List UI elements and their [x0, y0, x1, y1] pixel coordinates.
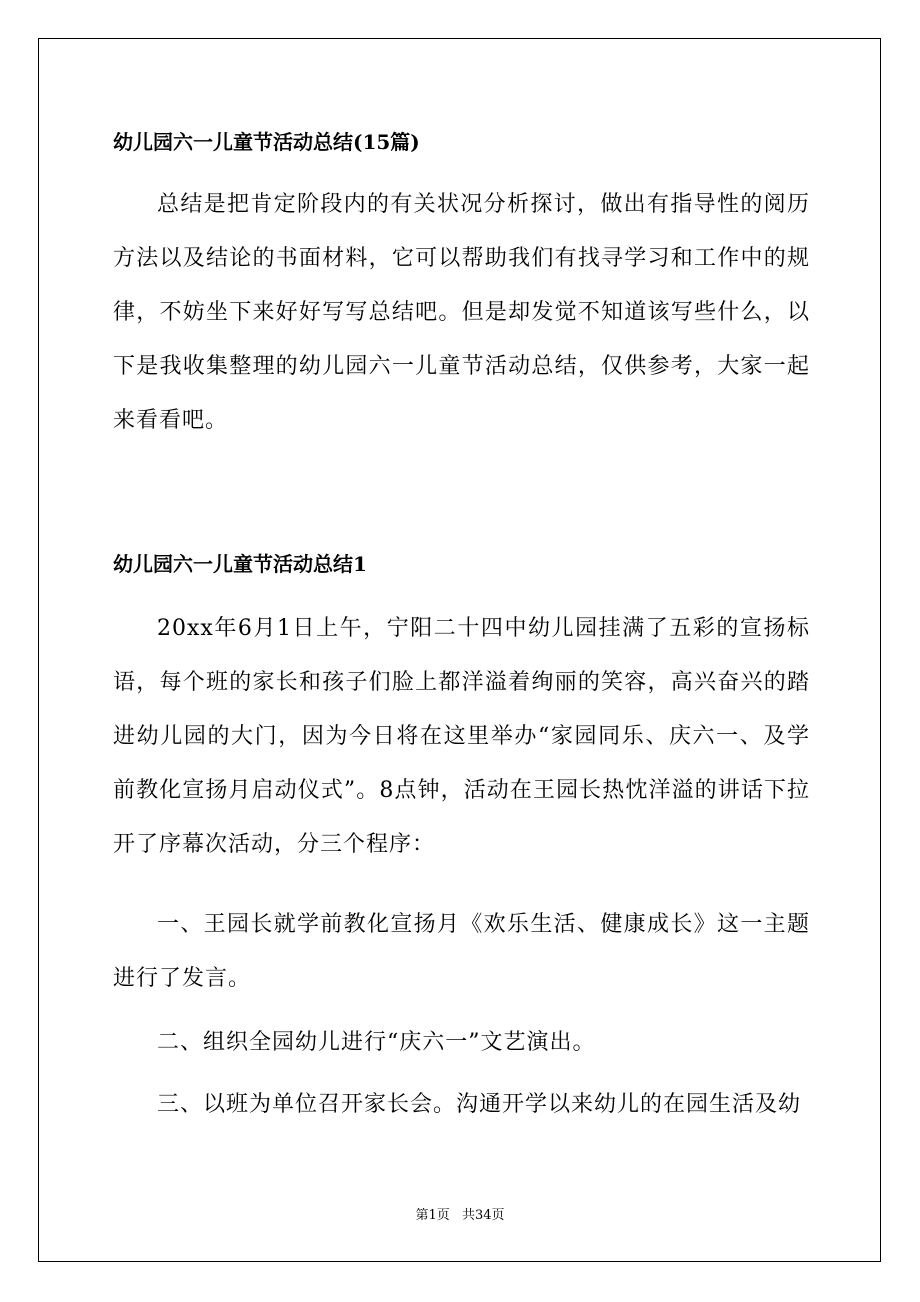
intro-paragraph: 总结是把肯定阶段内的有关状况分析探讨，做出有指导性的阅历方法以及结论的书面材料，它可以帮助我们有找寻学习和工作中的规律，不妨坐下来好好写写总结吧。但是却发觉不知道该写些什么，以下是我收集整理的幼儿园六一儿童节活动总结，仅供参考，大家一起来看看吧。: [113, 192, 810, 433]
page-total: 共34页: [461, 1208, 505, 1223]
document-title: 幼儿园六一儿童节活动总结(15篇): [113, 130, 420, 154]
section-heading: 幼儿园六一儿童节活动总结1: [113, 552, 367, 576]
body-paragraph: 二、组织全园幼儿进行“庆六一”文艺演出。: [157, 1030, 596, 1055]
page-number: 第1页: [415, 1208, 450, 1223]
body-paragraph: 三、以班为单位召开家长会。沟通开学以来幼儿的在园生活及幼: [157, 1092, 802, 1117]
body-paragraph: 一、王园长就学前教化宣扬月《欢乐生活、健康成长》这一主题进行了发言。: [113, 912, 810, 991]
body-paragraph: 20xx年6月1日上午，宁阳二十四中幼儿园挂满了五彩的宣扬标语，每个班的家长和孩子们脸上都洋溢着绚丽的笑容，高兴奋兴的踏进幼儿园的大门，因为今日将在这里举办“家园同乐、庆六一、及学前教化宣扬月启动仪式”。8点钟，活动在王园长热忱洋溢的讲话下拉开了序幕次活动，分三个程序：: [113, 616, 810, 857]
page-footer: [0, 1206, 920, 1226]
